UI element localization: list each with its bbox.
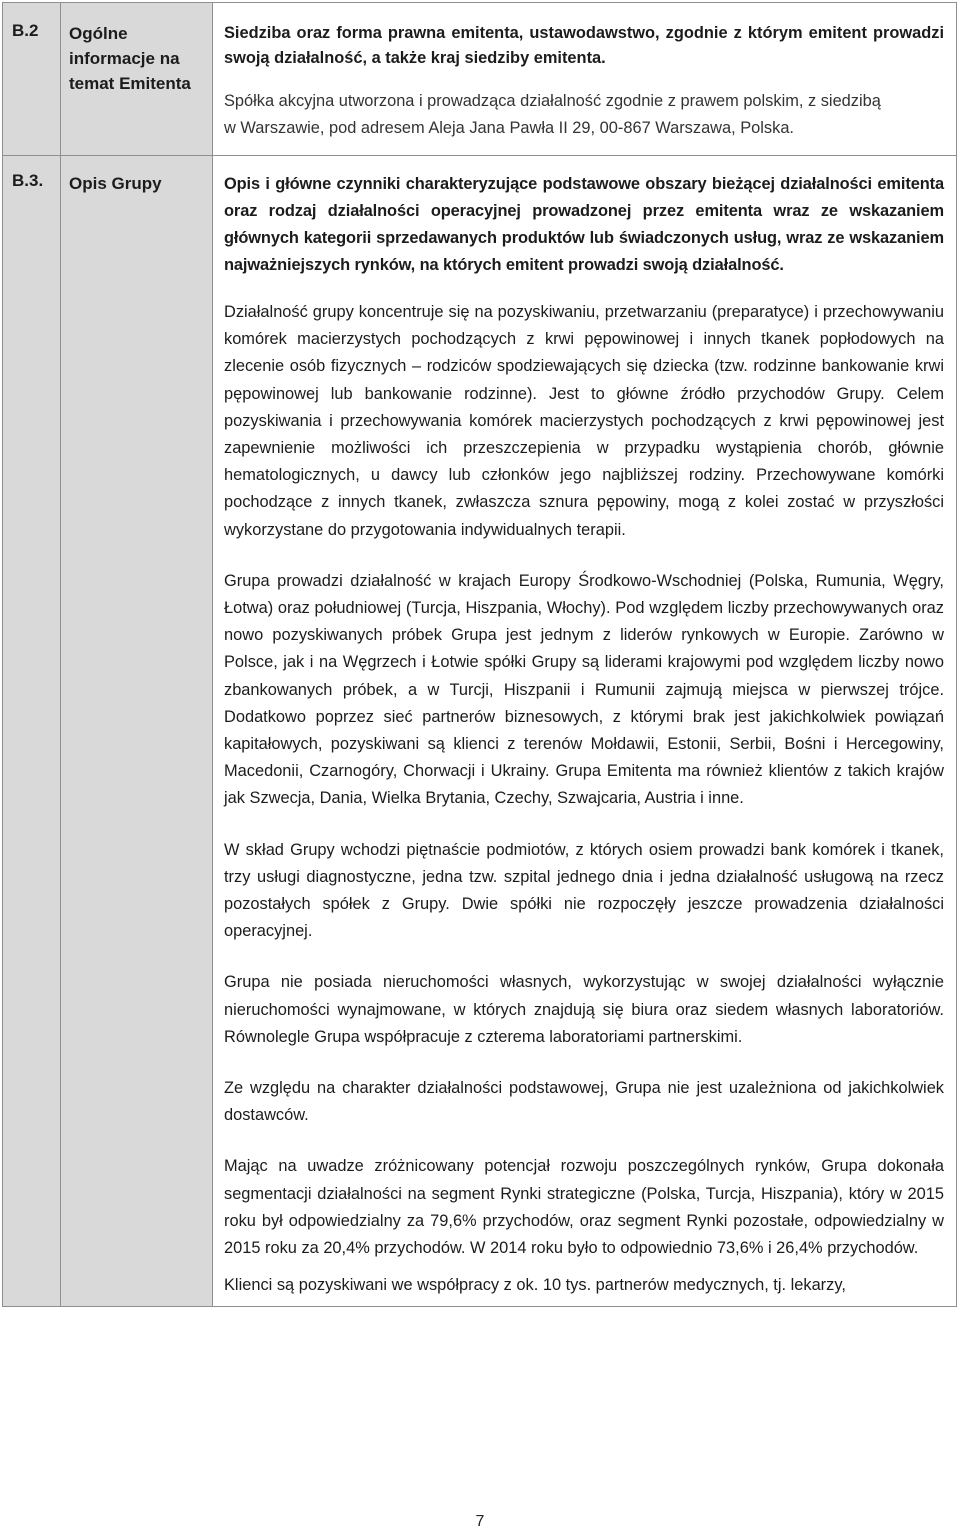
row-body-b3 xyxy=(213,156,957,1307)
paragraph: W skład Grupy wchodzi piętnaście podmiotów, z których osiem prowadzi bank komórek i tkanek, trzy usługi diagnostyczne, jedna tzw. szpital jednego dnia i jedna działalność usługową na rzecz pozostałych spółek z Grupy. Dwie spółki nie rozpoczęły jeszcze prowadzenia działalności operacyjnej. xyxy=(224,840,944,941)
paragraph: Ze względu na charakter działalności podstawowej, Grupa nie jest uzależniona od jakichkolwiek dostawców. xyxy=(224,1079,944,1125)
paragraph: Mając na uwadze zróżnicowany potencjał rozwoju poszczególnych rynków, Grupa dokonała segmentacji działalności na segment Rynki strategiczne (Polska, Turcja, Hiszpania), który w 2015 roku był odpowiedzialny za 79,6% przychodów, oraz segment Rynki pozostałe, odpowiedzialny w 2015 roku za 20,4% przychodów. W 2014 roku było to odpowiednio 73,6% i 26,4% przychodów. xyxy=(224,1157,944,1258)
paragraph: Klienci są pozyskiwani we współpracy z ok. 10 tys. partnerów medycznych, tj. lekarzy, xyxy=(224,1276,846,1295)
summary-table xyxy=(2,2,957,1307)
paragraph: Grupa prowadzi działalność w krajach Europy Środkowo-Wschodniej (Polska, Rumunia, Węgry, Łotwa) oraz południowej (Turcja, Hiszpania, Włochy). Pod względem liczby przechowywanych oraz nowo pozyskiwanych próbek Grupa jest jednym z liderów rynkowych w Europie. Zarówno w Polsce, jak i na Węgrzech i Łotwie spółki Grupy są liderami krajowymi pod względem liczby nowo zbankowanych próbek, a w Turcji, Hiszpanii i Rumunii zajmują miejsca w pierwszej trójce. Dodatkowo poprzez sieć partnerów biznesowych, z którymi brak jest jakichkolwiek powiązań kapitałowych, pozyskiwani są klienci z terenów Mołdawii, Estonii, Serbii, Bośni i Hercegowiny, Macedonii, Czarnogóry, Chorwacji i Ukrainy. Grupa Emitenta ma również klientów z takich krajów jak Szwecja, Dania, Wielka Brytania, Czechy, Szwajcaria, Austria i inne. xyxy=(224,571,944,808)
row-id-b3: B.3. xyxy=(3,156,61,1307)
row-title-b3: Opis Grupy xyxy=(61,156,213,1307)
row-title-b2: Ogólne informacje na temat Emitenta xyxy=(61,3,213,156)
table-row-b2 xyxy=(3,3,957,156)
section-text-b2 xyxy=(224,88,944,141)
page-number: 7 xyxy=(475,1513,485,1530)
text-line: Spółka akcyjna utworzona i prowadząca działalność zgodnie z prawem polskim, z siedzibą xyxy=(224,92,881,110)
row-id-b2: B.2 xyxy=(3,3,61,156)
paragraph: Grupa nie posiada nieruchomości własnych, wykorzystując w swojej działalności wyłącznie nieruchomości wynajmowane, w których znajdują się biura oraz siedem własnych laboratoriów. Równolegle Grupa współpracuje z czterema laboratoriami partnerskimi. xyxy=(224,973,944,1046)
paragraph: Działalność grupy koncentruje się na pozyskiwaniu, przetwarzaniu (preparatyce) i przechowywaniu komórek macierzystych pochodzących z krwi pępowinowej i innych tkanek popłodowych na zlecenie osób fizycznych – rodziców spodziewających się dziecka (tzw. rodzinne bankowanie krwi pępowinowej lub bankowanie rodzinne). Jest to główne źródło przychodów Grupy. Celem pozyskiwania i przechowywania komórek macierzystych pochodzących z krwi pępowinowej jest zapewnienie możliwości ich przeszczepienia w przypadku wystąpienia chorób, głównie hematologicznych, u dawcy lub członków jego najbliższej rodziny. Przechowywane komórki pochodzące z innych tkanek, zwłaszcza sznura pępowiny, mogą z kolei zostać w przyszłości wykorzystane do przygotowania indywidualnych terapii. xyxy=(224,303,944,539)
table-row-b3 xyxy=(3,156,957,1307)
section-heading-b3: Opis i główne czynniki charakteryzujące podstawowe obszary bieżącej działalności emitenta oraz rodzaj działalności operacyjnej prowadzonej przez emitenta wraz ze wskazaniem głównych kategorii sprzedawanych produktów lub świadczonych usług, wraz ze wskazaniem najważniejszych rynków, na których emitent prowadzi swoją działalność. xyxy=(224,175,944,274)
text-line: w Warszawie, pod adresem Aleja Jana Pawła II 29, 00-867 Warszawa, Polska. xyxy=(224,118,794,137)
section-heading-b2: Siedziba oraz forma prawna emitenta, ustawodawstwo, zgodnie z którym emitent prowadzi swoją działalność, a także kraj siedziby emitenta. xyxy=(224,24,944,67)
row-body-b2 xyxy=(213,3,957,156)
